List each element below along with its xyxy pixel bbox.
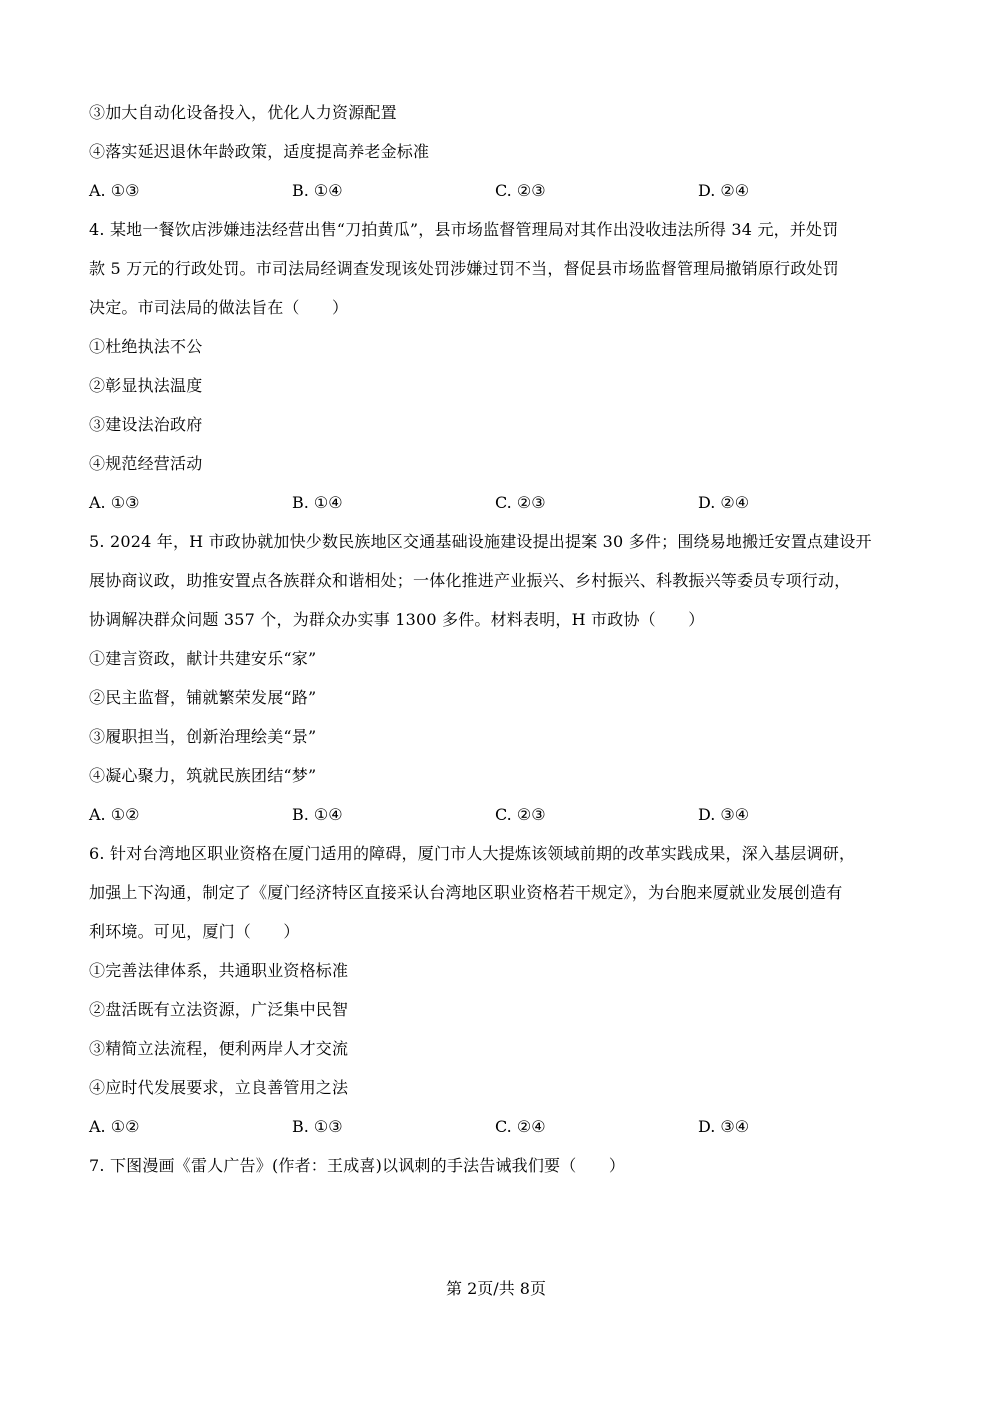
q5-item-2: ②民主监督，铺就繁荣发展“路” — [89, 688, 317, 707]
page-number-footer: 第 2页/共 8页 — [446, 1279, 546, 1298]
q5-item-3: ③履职担当，创新治理绘美“景” — [89, 727, 317, 746]
q6-option-d[interactable]: D. ③④ — [698, 1117, 750, 1136]
q4-item-4: ④规范经营活动 — [89, 454, 203, 473]
q4-item-1: ①杜绝执法不公 — [89, 337, 203, 356]
q5-item-1: ①建言资政，献计共建安乐“家” — [89, 649, 317, 668]
q6-item-3: ③精简立法流程，便利两岸人才交流 — [89, 1039, 349, 1058]
q6-options — [89, 1117, 909, 1137]
q6-item-2: ②盘活既有立法资源，广泛集中民智 — [89, 1000, 349, 1019]
q6-item-1: ①完善法律体系，共通职业资格标准 — [89, 961, 349, 980]
q6-stem-line-2: 加强上下沟通，制定了《厦门经济特区直接采认台湾地区职业资格若干规定》，为台胞来厦就业发展创造有 — [89, 883, 843, 902]
q6-option-b[interactable]: B. ①③ — [292, 1117, 343, 1136]
q5-option-b[interactable]: B. ①④ — [292, 805, 343, 824]
q4-options — [89, 493, 909, 513]
q6-stem-line-1: 6. 针对台湾地区职业资格在厦门适用的障碍，厦门市人大提炼该领域前期的改革实践成果，深入基层调研， — [89, 844, 856, 863]
q3-item-4: ④落实延迟退休年龄政策，适度提高养老金标准 — [89, 142, 430, 161]
q3-options — [89, 181, 909, 201]
q3-option-c[interactable]: C. ②③ — [495, 181, 546, 200]
q3-option-d[interactable]: D. ②④ — [698, 181, 750, 200]
q6-item-4: ④应时代发展要求，立良善管用之法 — [89, 1078, 349, 1097]
q6-option-a[interactable]: A. ①② — [89, 1117, 140, 1136]
q4-option-c[interactable]: C. ②③ — [495, 493, 546, 512]
q5-option-d[interactable]: D. ③④ — [698, 805, 750, 824]
q6-stem-line-3: 利环境。可见，厦门（ ） — [89, 922, 300, 941]
q4-stem-line-2: 款 5 万元的行政处罚。市司法局经调查发现该处罚涉嫌过罚不当，督促县市场监督管理局撤销原行政处罚 — [89, 259, 839, 278]
q4-option-d[interactable]: D. ②④ — [698, 493, 750, 512]
q7-stem-line-1: 7. 下图漫画《雷人广告》(作者：王成喜)以讽刺的手法告诫我们要（ ） — [89, 1156, 626, 1175]
q4-item-2: ②彰显执法温度 — [89, 376, 203, 395]
q4-stem-line-1: 4. 某地一餐饮店涉嫌违法经营出售“刀拍黄瓜”，县市场监督管理局对其作出没收违法所得 34 元，并处罚 — [89, 220, 839, 239]
q4-option-a[interactable]: A. ①③ — [89, 493, 140, 512]
q4-stem-line-3: 决定。市司法局的做法旨在（ ） — [89, 298, 349, 317]
q5-item-4: ④凝心聚力，筑就民族团结“梦” — [89, 766, 317, 785]
q3-item-3: ③加大自动化设备投入，优化人力资源配置 — [89, 103, 397, 122]
q4-option-b[interactable]: B. ①④ — [292, 493, 343, 512]
q5-stem-line-3: 协调解决群众问题 357 个，为群众办实事 1300 多件。材料表明，H 市政协（ ） — [89, 610, 705, 629]
q3-option-a[interactable]: A. ①③ — [89, 181, 140, 200]
q6-option-c[interactable]: C. ②④ — [495, 1117, 546, 1136]
q5-options — [89, 805, 909, 825]
q5-stem-line-1: 5. 2024 年，H 市政协就加快少数民族地区交通基础设施建设提出提案 30 多件；围绕易地搬迁安置点建设开 — [89, 532, 872, 551]
q3-option-b[interactable]: B. ①④ — [292, 181, 343, 200]
q5-stem-line-2: 展协商议政，助推安置点各族群众和谐相处；一体化推进产业振兴、乡村振兴、科教振兴等委员专项行动， — [89, 571, 851, 590]
q4-item-3: ③建设法治政府 — [89, 415, 203, 434]
q5-option-c[interactable]: C. ②③ — [495, 805, 546, 824]
q5-option-a[interactable]: A. ①② — [89, 805, 140, 824]
